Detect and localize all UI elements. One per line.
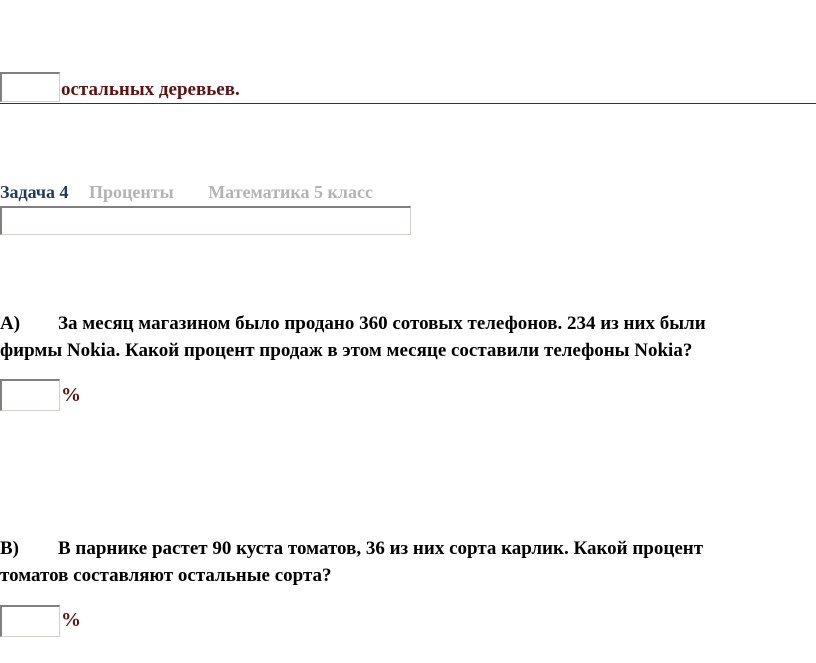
question-b-line1: В парнике растет 90 куста томатов, 36 из них сорта карлик. Какой процент (58, 538, 704, 559)
task-header (0, 183, 373, 201)
question-b-answer-field[interactable] (0, 605, 60, 637)
question-a-letter: А) (0, 313, 21, 334)
question-b-line2: томатов составляют остальные сорта? (0, 565, 332, 586)
divider (0, 103, 816, 104)
question-a-line1: За месяц магазином было продано 360 сотовых телефонов. 234 из них были (58, 313, 706, 334)
question-a-line2: фирмы Nokia. Какой процент продаж в этом месяце составили телефоны Nokia? (0, 340, 693, 361)
task-topic: Проценты (89, 182, 174, 202)
answer-field-top[interactable] (0, 72, 60, 102)
question-b-letter: В) (0, 538, 19, 559)
question-a-answer-field[interactable] (0, 379, 60, 411)
question-b-unit: % (61, 609, 81, 631)
question-b (0, 535, 800, 589)
task-title: Задача 4 (0, 182, 69, 202)
top-text: остальных деревьев. (61, 79, 240, 100)
task-grade: Математика 5 класс (208, 182, 373, 202)
question-a (0, 310, 800, 364)
question-a-unit: % (61, 384, 81, 406)
task-answer-field[interactable] (0, 206, 411, 235)
